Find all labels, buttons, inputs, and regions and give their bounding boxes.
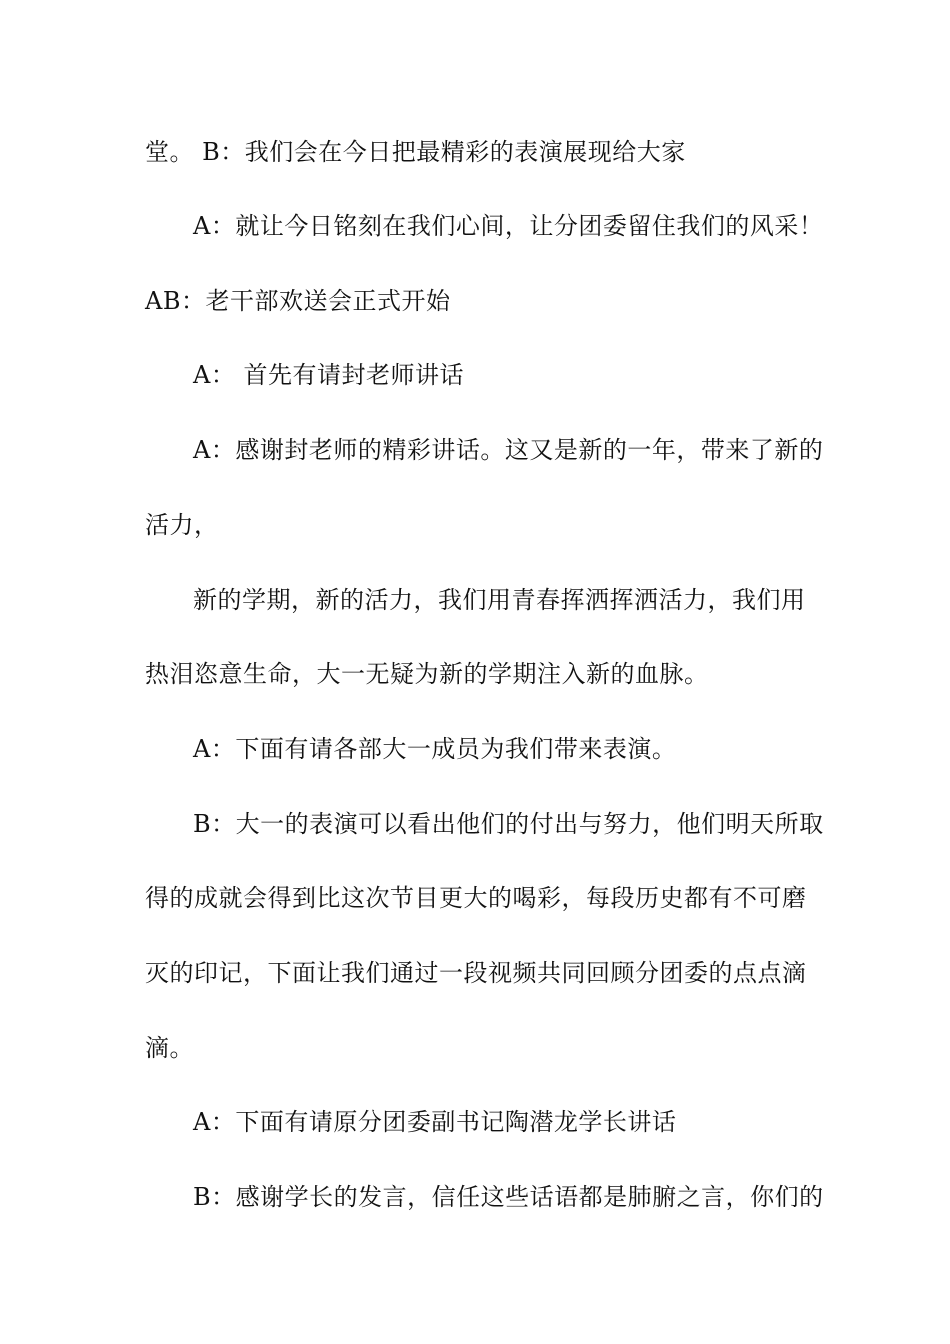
text-line: 新的学期，新的活力，我们用青春挥洒挥洒活力，我们用 bbox=[193, 586, 806, 614]
text-line: A：下面有请各部大一成员为我们带来表演。 bbox=[193, 735, 677, 763]
text-line: A： 首先有请封老师讲话 bbox=[193, 361, 464, 389]
text-line: 得的成就会得到比这次节目更大的喝彩，每段历史都有不可磨 bbox=[145, 884, 807, 912]
text-line: 灭的印记，下面让我们通过一段视频共同回顾分团委的点点滴 bbox=[145, 959, 807, 987]
text-line: A：下面有请原分团委副书记陶潜龙学长讲话 bbox=[193, 1108, 677, 1136]
text-line: 活力， bbox=[145, 511, 219, 539]
text-line: B：大一的表演可以看出他们的付出与努力，他们明天所取 bbox=[193, 810, 824, 838]
text-line: B：感谢学长的发言，信任这些话语都是肺腑之言，你们的 bbox=[193, 1183, 824, 1211]
text-line: A：就让今日铭刻在我们心间，让分团委留住我们的风采！ bbox=[193, 212, 824, 240]
text-line: 堂。 B：我们会在今日把最精彩的表演展现给大家 bbox=[145, 138, 686, 166]
text-line: AB：老干部欢送会正式开始 bbox=[145, 287, 451, 315]
text-line: 热泪恣意生命，大一无疑为新的学期注入新的血脉。 bbox=[145, 660, 709, 688]
text-line: A：感谢封老师的精彩讲话。这又是新的一年，带来了新的 bbox=[193, 436, 824, 464]
text-line: 滴。 bbox=[145, 1034, 194, 1062]
